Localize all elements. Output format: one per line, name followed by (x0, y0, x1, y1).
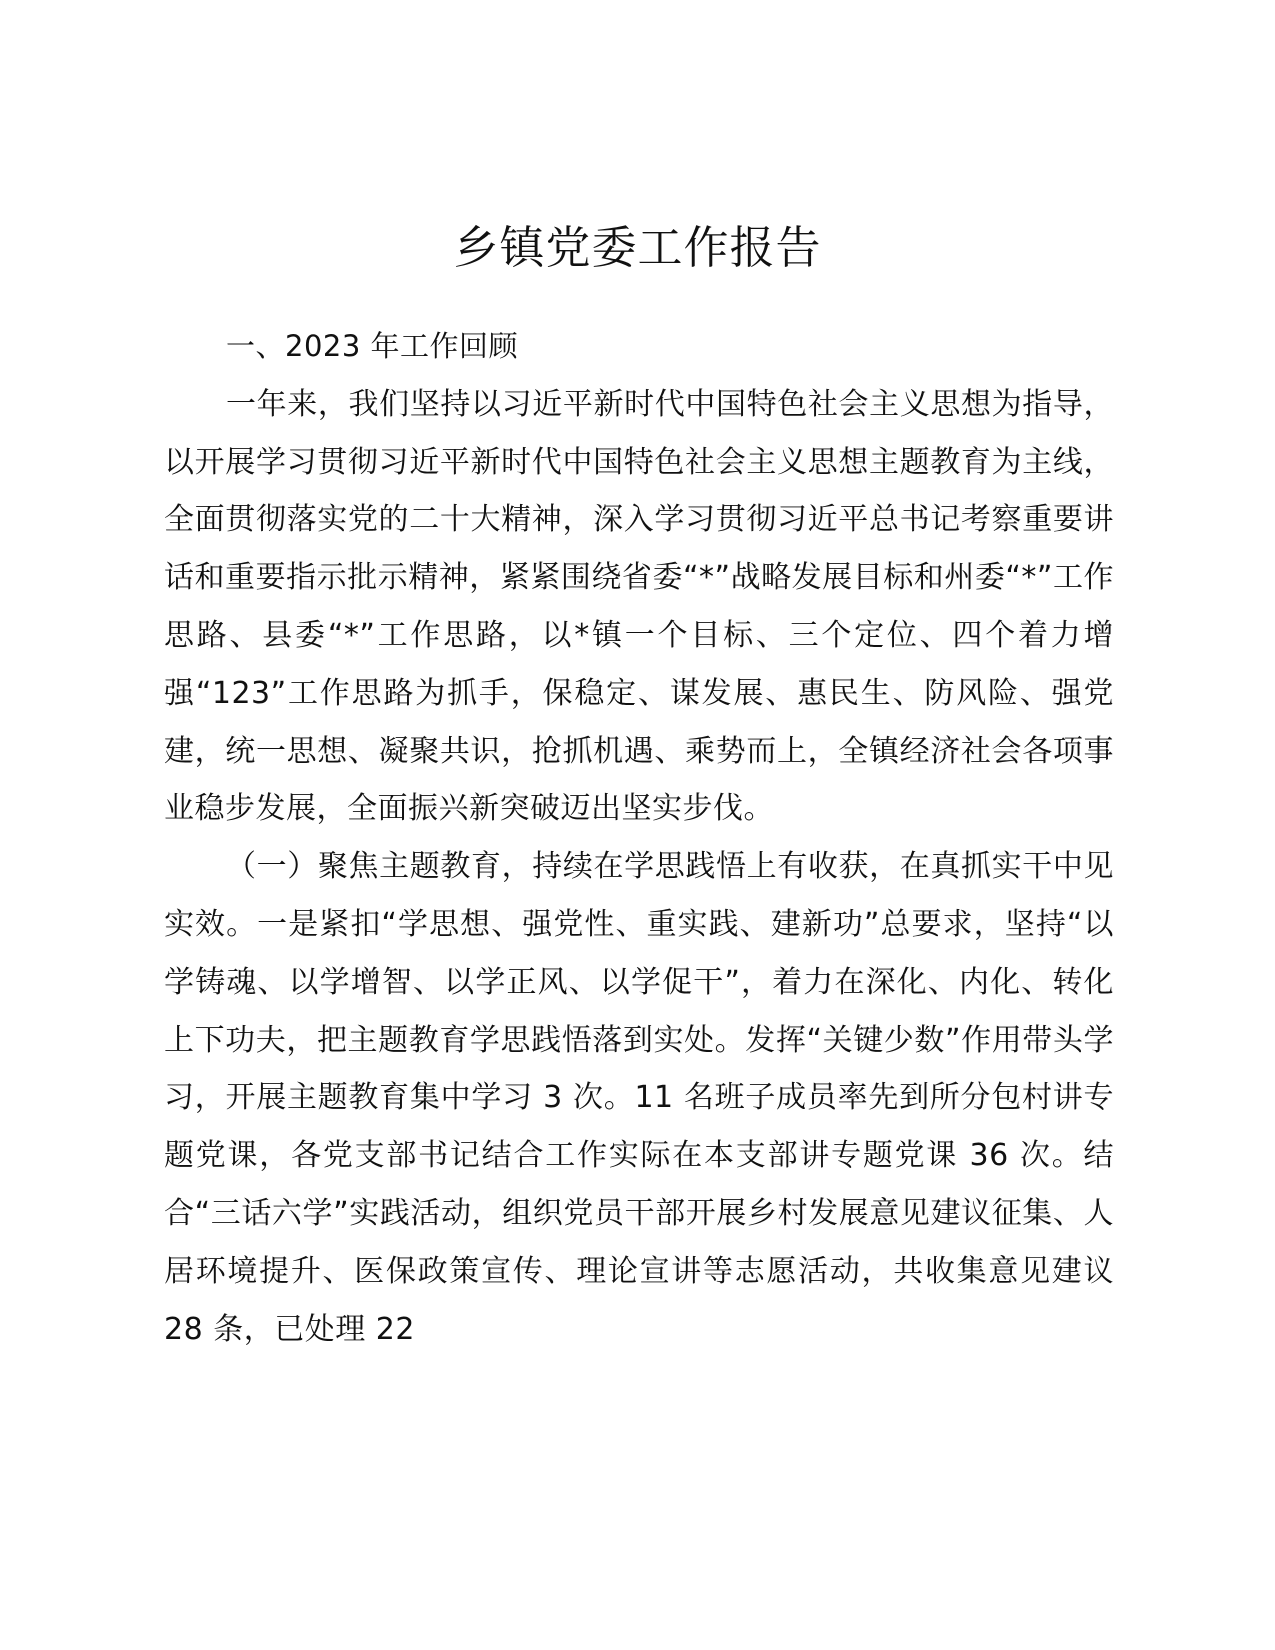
document-title: 乡镇党委工作报告 (453, 221, 822, 274)
body-paragraph-2: （一）聚焦主题教育，持续在学思践悟上有收获，在真抓实干中见实效。一是紧扣“学思想、强党性、重实践、建新功”总要求，坚持“以学铸魂、以学增智、以学正风、以学促干”，着力在深化、内化、转化上下功夫，把主题教育学思践悟落到实处。发挥“关键少数”作用带头学习，开展主题教育集中学习 3 次。11 名班子成员率先到所分包村讲专题党课，各党支部书记结合工作实际在本支部讲专题党课 36 次。结合“三话六学”实践活动，组织党员干部开展乡村发展意见建议征集、人居环境提升、医保政策宣传、理论宣讲等志愿活动，共收集意见建议 28 条，已处理 22 (164, 849, 1114, 1347)
document-body (164, 318, 1114, 1358)
body-paragraph-1: 一年来，我们坚持以习近平新时代中国特色社会主义思想为指导，以开展学习贯彻习近平新时代中国特色社会主义思想主题教育为主线，全面贯彻落实党的二十大精神，深入学习贯彻习近平总书记考察重要讲话和重要指示批示精神，紧紧围绕省委“*”战略发展目标和州委“*”工作思路、县委“*”工作思路，以*镇一个目标、三个定位、四个着力增强“123”工作思路为抓手，保稳定、谋发展、惠民生、防风险、强党建，统一思想、凝聚共识，抢抓机遇、乘势而上，全镇经济社会各项事业稳步发展，全面振兴新突破迈出坚实步伐。 (164, 386, 1114, 827)
section-heading: 一、2023 年工作回顾 (226, 329, 519, 363)
